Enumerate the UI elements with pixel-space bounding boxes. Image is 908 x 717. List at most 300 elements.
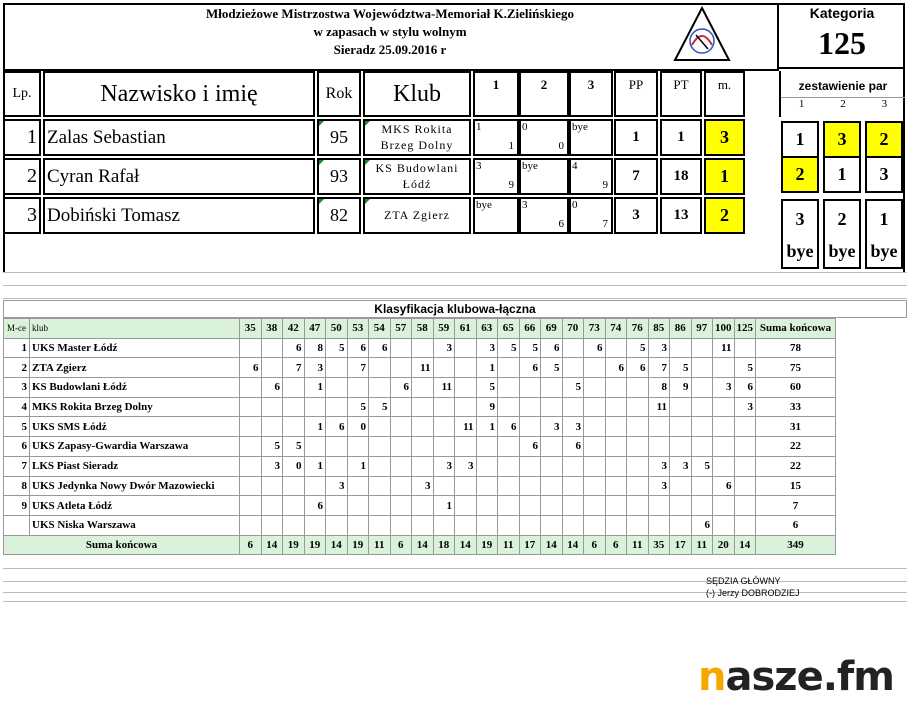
row-value: 1 [304, 378, 326, 398]
row-value [261, 515, 283, 535]
grid-line [3, 568, 907, 569]
row-value [390, 397, 412, 417]
competitor-row-3-r1 [473, 197, 519, 234]
row-value [390, 456, 412, 476]
competitor-pt: 18 [673, 168, 689, 184]
score-b: 9 [508, 179, 514, 191]
row-club: UKS Master Łódź [30, 338, 240, 358]
row-value [476, 456, 498, 476]
row-value [433, 417, 455, 437]
competitor-lp: 1 [27, 126, 37, 148]
table-row [4, 417, 836, 437]
row-value: 5 [476, 378, 498, 398]
header-weight: 100 [713, 319, 735, 339]
row-value: 5 [670, 358, 692, 378]
logo-part-rest: asze.fm [725, 654, 894, 700]
row-value [261, 338, 283, 358]
header-weight: 50 [326, 319, 348, 339]
row-value: 6 [240, 358, 262, 378]
row-total: 60 [756, 378, 836, 398]
sum-value: 6 [390, 535, 412, 555]
row-value: 6 [519, 358, 541, 378]
sum-value: 19 [347, 535, 369, 555]
row-value: 6 [390, 378, 412, 398]
row-value [390, 496, 412, 516]
row-value: 5 [691, 456, 713, 476]
pair-2-3 [865, 156, 903, 193]
row-value [734, 417, 756, 437]
sum-value: 14 [562, 535, 584, 555]
row-value [326, 358, 348, 378]
row-total: 33 [756, 397, 836, 417]
competitor-row-1-name [43, 119, 315, 156]
row-value [541, 378, 563, 398]
row-value: 6 [519, 437, 541, 457]
row-value [433, 515, 455, 535]
row-value [519, 496, 541, 516]
competitor-row-2-place [704, 158, 745, 195]
row-value [261, 496, 283, 516]
row-value [455, 476, 477, 496]
row-value: 6 [347, 338, 369, 358]
col-pt [660, 71, 702, 117]
row-value [326, 496, 348, 516]
sum-value: 14 [412, 535, 434, 555]
score-a: 1 [476, 121, 482, 133]
row-value [304, 397, 326, 417]
col-m-label: m. [717, 77, 732, 92]
competitor-row-2-club [363, 158, 471, 195]
row-value [562, 397, 584, 417]
competitor-year: 95 [330, 127, 348, 147]
row-total: 22 [756, 456, 836, 476]
header-weight: 54 [369, 319, 391, 339]
row-value: 3 [648, 456, 670, 476]
col-club-label: Klub [393, 80, 441, 107]
header-club: klub [30, 319, 240, 339]
row-value [562, 456, 584, 476]
competitor-club-line1: KS Budowlani [375, 161, 459, 175]
row-value [433, 397, 455, 417]
row-value [562, 358, 584, 378]
row-value [283, 417, 305, 437]
col-r1 [473, 71, 519, 117]
header-weight: 76 [627, 319, 649, 339]
row-value [283, 515, 305, 535]
competitor-club-line2: Łódź [402, 177, 432, 191]
row-club: LKS Piast Sieradz [30, 456, 240, 476]
row-value [541, 456, 563, 476]
competitor-row-1-year [317, 119, 361, 156]
row-value: 5 [541, 358, 563, 378]
header-weight: 59 [433, 319, 455, 339]
row-place: 4 [4, 397, 30, 417]
row-value [713, 456, 735, 476]
competitor-row-3-place [704, 197, 745, 234]
header-weight: 58 [412, 319, 434, 339]
row-value [412, 456, 434, 476]
row-value: 5 [562, 378, 584, 398]
competitor-row-2-r1 [473, 158, 519, 195]
lower-left-border [3, 234, 5, 272]
row-value [584, 496, 606, 516]
nasze-fm-logo [698, 652, 894, 702]
row-value: 3 [648, 338, 670, 358]
row-value: 6 [261, 378, 283, 398]
row-value [347, 515, 369, 535]
row-total: 75 [756, 358, 836, 378]
pair-value: 3 [879, 164, 889, 184]
judge-block [706, 575, 800, 599]
competitor-row-2-name [43, 158, 315, 195]
category-value: 125 [818, 24, 866, 61]
col-pt-label: PT [673, 77, 689, 92]
col-name-label: Nazwisko i imię [100, 80, 258, 107]
row-value [627, 417, 649, 437]
row-value: 3 [412, 476, 434, 496]
row-value [541, 476, 563, 496]
sum-value: 6 [605, 535, 627, 555]
row-value: 6 [326, 417, 348, 437]
row-value [240, 378, 262, 398]
score-b: 9 [602, 179, 608, 191]
row-value [261, 476, 283, 496]
pair-2-1 [781, 156, 819, 193]
row-value [240, 456, 262, 476]
competitor-pp: 7 [632, 168, 640, 184]
pair-3-2 [823, 199, 861, 269]
row-value [691, 378, 713, 398]
row-value [433, 476, 455, 496]
row-value [713, 417, 735, 437]
row-value [734, 496, 756, 516]
score-a: 3 [476, 160, 482, 172]
row-value [713, 397, 735, 417]
row-total: 78 [756, 338, 836, 358]
col-r2 [519, 71, 569, 117]
row-value [670, 496, 692, 516]
col-r3-label: 3 [587, 77, 595, 92]
score-b: 6 [558, 218, 564, 230]
row-value [734, 476, 756, 496]
header-weight: 69 [541, 319, 563, 339]
row-value [648, 437, 670, 457]
header-weight: 125 [734, 319, 756, 339]
row-value [369, 378, 391, 398]
pair-value: 2 [879, 129, 889, 149]
header-weight: 65 [498, 319, 520, 339]
row-value [691, 437, 713, 457]
row-value [713, 496, 735, 516]
pair-value: 1 [879, 209, 889, 229]
row-value [605, 515, 627, 535]
competitor-year: 82 [330, 205, 348, 225]
row-value [261, 417, 283, 437]
sum-total: 349 [756, 535, 836, 555]
sum-value: 19 [283, 535, 305, 555]
row-value [347, 378, 369, 398]
sum-value: 14 [261, 535, 283, 555]
competitor-row-3-year [317, 197, 361, 234]
row-value [240, 496, 262, 516]
col-r3 [569, 71, 613, 117]
row-value [519, 397, 541, 417]
row-value: 1 [476, 358, 498, 378]
row-value [412, 515, 434, 535]
competitor-pp: 3 [632, 207, 640, 223]
row-club: UKS Jedynka Nowy Dwór Mazowiecki [30, 476, 240, 496]
row-value [498, 397, 520, 417]
row-value [541, 437, 563, 457]
row-value [584, 358, 606, 378]
score-a: 4 [572, 160, 578, 172]
pair-3-1 [781, 199, 819, 269]
competitor-row-3-name [43, 197, 315, 234]
row-value [455, 358, 477, 378]
competitor-row-3-pp [614, 197, 658, 234]
event-logo [672, 5, 732, 65]
row-value: 3 [541, 417, 563, 437]
row-value: 6 [541, 338, 563, 358]
row-value [369, 456, 391, 476]
competitor-pp: 1 [632, 129, 640, 145]
row-club: KS Budowlani Łódź [30, 378, 240, 398]
row-value [455, 378, 477, 398]
grid-line [3, 272, 907, 273]
row-value: 7 [648, 358, 670, 378]
row-value: 6 [498, 417, 520, 437]
row-value [326, 378, 348, 398]
row-value [691, 397, 713, 417]
row-value [713, 358, 735, 378]
col-year-label: Rok [325, 85, 353, 102]
competitor-row-3-lp [3, 197, 41, 234]
row-value: 6 [691, 515, 713, 535]
competitor-club-line2: Brzeg Dolny [380, 138, 454, 152]
col-r2-label: 2 [540, 77, 548, 92]
row-value [498, 515, 520, 535]
row-value [734, 515, 756, 535]
row-value [691, 358, 713, 378]
row-value [584, 456, 606, 476]
header-weight: 57 [390, 319, 412, 339]
category-label: Kategoria [809, 5, 875, 21]
row-value [691, 338, 713, 358]
pairings-col-2: 2 [840, 98, 846, 110]
competitor-row-1-pt [660, 119, 702, 156]
competitor-pt: 1 [677, 129, 685, 145]
competitor-name: Zalas Sebastian [47, 127, 166, 148]
row-total: 22 [756, 437, 836, 457]
row-value [605, 437, 627, 457]
row-value [627, 397, 649, 417]
pair-value: 2 [795, 164, 805, 184]
row-value [691, 417, 713, 437]
competitor-row-1-r1 [473, 119, 519, 156]
row-value [691, 476, 713, 496]
row-value [369, 417, 391, 437]
table-row [4, 397, 836, 417]
row-value [562, 515, 584, 535]
header-place: M-ce [4, 319, 30, 339]
row-value: 5 [347, 397, 369, 417]
row-value [713, 515, 735, 535]
table-row [4, 515, 836, 535]
row-value [283, 397, 305, 417]
row-value: 6 [562, 437, 584, 457]
row-value [519, 476, 541, 496]
col-name [43, 71, 315, 117]
row-value: 5 [283, 437, 305, 457]
row-place: 6 [4, 437, 30, 457]
row-value: 5 [519, 338, 541, 358]
competitor-place: 1 [720, 166, 729, 186]
row-value [605, 378, 627, 398]
grid-line [3, 285, 907, 286]
row-value [455, 437, 477, 457]
competitor-row-2-r3 [569, 158, 613, 195]
row-place: 8 [4, 476, 30, 496]
row-value: 0 [283, 456, 305, 476]
row-value [240, 476, 262, 496]
judge-name: (-) Jerzy DOBRODZIEJ [706, 588, 800, 598]
row-value [369, 515, 391, 535]
row-value [734, 456, 756, 476]
sum-value: 11 [691, 535, 713, 555]
row-value [648, 417, 670, 437]
row-value: 3 [734, 397, 756, 417]
grid-line [3, 298, 907, 299]
competitor-row-2-lp [3, 158, 41, 195]
competitor-row-2-r2 [519, 158, 569, 195]
pairings-header [779, 71, 905, 117]
header-weight: 85 [648, 319, 670, 339]
sum-label: Suma końcowa [4, 535, 240, 555]
row-value: 8 [648, 378, 670, 398]
header-weight: 73 [584, 319, 606, 339]
table-row [4, 378, 836, 398]
row-value [627, 496, 649, 516]
sum-value: 11 [627, 535, 649, 555]
pair-value: 1 [837, 164, 847, 184]
row-value [390, 417, 412, 437]
row-value [455, 496, 477, 516]
row-value [455, 338, 477, 358]
pair-3-3 [865, 199, 903, 269]
row-value: 3 [261, 456, 283, 476]
row-value [648, 496, 670, 516]
row-value: 1 [304, 456, 326, 476]
row-value [605, 476, 627, 496]
row-value [347, 476, 369, 496]
row-value [605, 417, 627, 437]
row-value [562, 476, 584, 496]
row-value [240, 417, 262, 437]
pair-1-1 [781, 121, 819, 158]
row-club: UKS Niska Warszawa [30, 515, 240, 535]
row-value [240, 437, 262, 457]
header-weight: 66 [519, 319, 541, 339]
row-total: 6 [756, 515, 836, 535]
classification-table [3, 318, 836, 555]
pair-value: 3 [795, 209, 805, 229]
row-value: 11 [433, 378, 455, 398]
table-row [4, 496, 836, 516]
competitor-pt: 13 [673, 207, 689, 223]
row-value: 9 [670, 378, 692, 398]
row-value: 3 [648, 476, 670, 496]
row-value [412, 378, 434, 398]
score-a: 0 [572, 199, 578, 211]
row-value: 3 [476, 338, 498, 358]
pair-1-2 [823, 121, 861, 158]
row-value [261, 397, 283, 417]
title-line-2: w zapasach w stylu wolnym [313, 24, 467, 39]
row-club: MKS Rokita Brzeg Dolny [30, 397, 240, 417]
classification-title-text: Klasyfikacja klubowa-łączna [374, 302, 536, 316]
row-value [283, 476, 305, 496]
competitor-row-1-lp [3, 119, 41, 156]
col-year [317, 71, 361, 117]
row-value: 3 [562, 417, 584, 437]
row-value: 3 [433, 338, 455, 358]
table-row [4, 338, 836, 358]
row-value [670, 437, 692, 457]
competitor-year: 93 [330, 166, 348, 186]
row-value [627, 476, 649, 496]
pair-2-2 [823, 156, 861, 193]
header-weight: 35 [240, 319, 262, 339]
row-value: 3 [433, 456, 455, 476]
sum-value: 19 [476, 535, 498, 555]
pair-bye: bye [870, 241, 898, 261]
header-weight: 53 [347, 319, 369, 339]
row-club: UKS SMS Łódź [30, 417, 240, 437]
pairings-col-1: 1 [798, 98, 805, 110]
score-a: 0 [522, 121, 528, 133]
sum-value: 35 [648, 535, 670, 555]
title-block [120, 5, 660, 59]
row-value [648, 515, 670, 535]
pair-value: 3 [837, 129, 847, 149]
row-value: 5 [498, 338, 520, 358]
row-value [369, 476, 391, 496]
table-row [4, 358, 836, 378]
row-value [369, 496, 391, 516]
row-place [4, 515, 30, 535]
row-value [562, 496, 584, 516]
competitor-row-1-r2 [519, 119, 569, 156]
row-value: 1 [433, 496, 455, 516]
row-value [304, 515, 326, 535]
competitor-lp: 3 [27, 204, 37, 226]
row-place: 7 [4, 456, 30, 476]
row-value [584, 476, 606, 496]
row-value [584, 378, 606, 398]
row-value [498, 456, 520, 476]
header-weight: 38 [261, 319, 283, 339]
row-value [326, 437, 348, 457]
col-m [704, 71, 745, 117]
header-weight: 74 [605, 319, 627, 339]
header-weight: 97 [691, 319, 713, 339]
row-value [670, 515, 692, 535]
competitor-row-1-place [704, 119, 745, 156]
sum-value: 17 [670, 535, 692, 555]
header-weight: 70 [562, 319, 584, 339]
row-value [670, 476, 692, 496]
table-row [4, 476, 836, 496]
